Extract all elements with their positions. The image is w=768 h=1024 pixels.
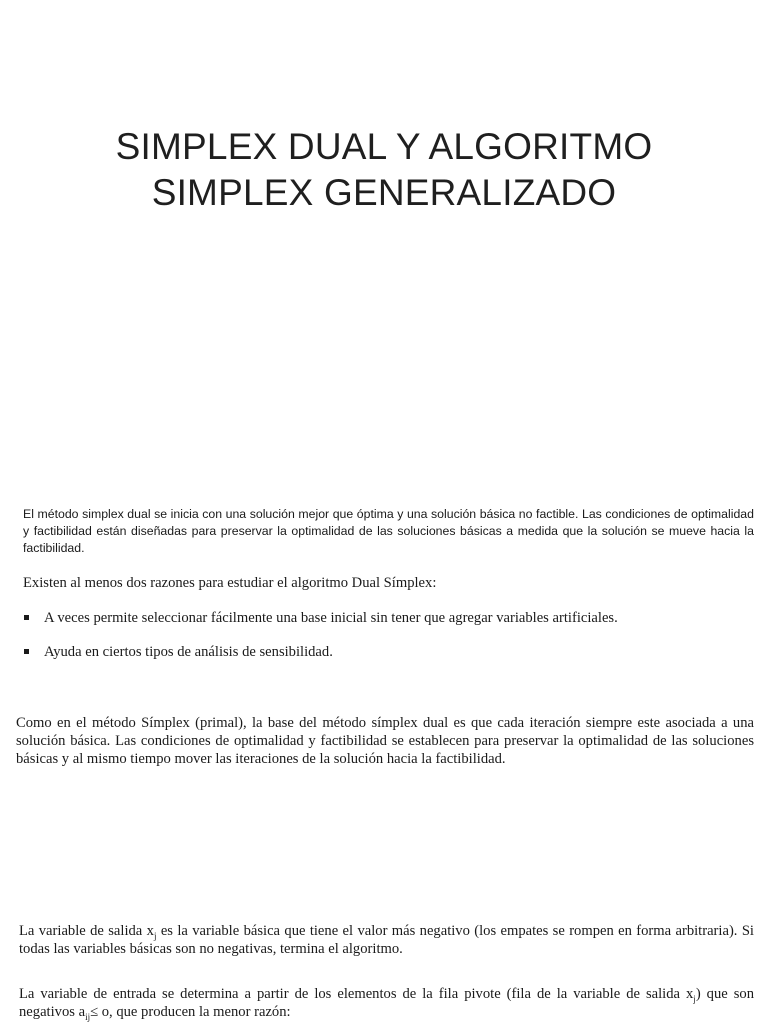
entrada-paragraph — [19, 985, 754, 1021]
list-item-text: A veces permite seleccionar fácilmente una base inicial sin tener que agregar variables artificiales. — [44, 610, 618, 626]
list-item — [23, 609, 754, 627]
list-item-text: Ayuda en ciertos tipos de análisis de sensibilidad. — [44, 644, 333, 660]
primal-paragraph: Como en el método Símplex (primal), la base del método símplex dual es que cada iteración siempre este asociada a una solución básica. Las condiciones de optimalidad y factibilidad se establecen para preservar la optimalidad de las soluciones básicas y al mismo tiempo mover las iteraciones de la solución hacia la factibilidad. — [16, 715, 754, 767]
entrada-text-1: La variable de entrada se determina a partir de los elementos de la fila pivote (fila de la variable de salida x — [19, 986, 694, 1002]
salida-text-start: La variable de salida x — [19, 923, 154, 939]
page-title — [0, 124, 768, 216]
entrada-text-2: ) que son negativos a — [19, 986, 754, 1020]
entrada-subscript-2: ij — [85, 1011, 91, 1022]
reasons-heading: Existen al menos dos razones para estudiar el algoritmo Dual Símplex: — [23, 575, 437, 591]
salida-subscript: j — [153, 930, 157, 941]
salida-paragraph — [19, 922, 754, 958]
square-bullet-icon — [24, 649, 29, 654]
reasons-list — [23, 609, 754, 677]
entrada-subscript-1: j — [693, 993, 696, 1004]
title-line-1: SIMPLEX DUAL Y ALGORITMO — [115, 126, 653, 167]
square-bullet-icon — [24, 615, 29, 620]
title-line-2: SIMPLEX GENERALIZADO — [151, 172, 617, 213]
list-item — [23, 643, 754, 661]
entrada-text-3: ≤ o, que producen la menor razón: — [90, 1004, 291, 1020]
intro-paragraph: El método simplex dual se inicia con una solución mejor que óptima y una solución básica no factible. Las condiciones de optimalidad y factibilidad están diseñadas para preservar la optimalidad de las soluciones básicas a medida que la solución se mueve hacia la factibilidad. — [23, 507, 754, 555]
salida-text-end: es la variable básica que tiene el valor más negativo (los empates se rompen en forma arbitraria). Si todas las variables básicas son no negativas, termina el algoritmo. — [19, 923, 754, 957]
